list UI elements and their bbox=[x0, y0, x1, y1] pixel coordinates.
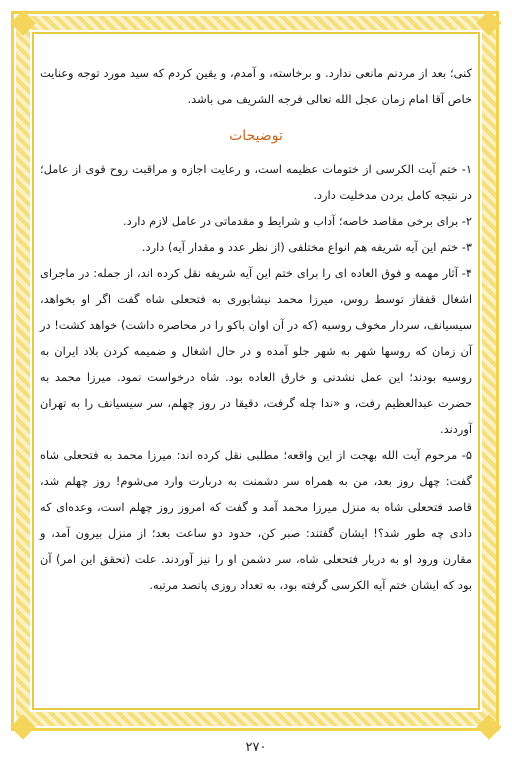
note-paragraph: ۱- ختم آیت الکرسی از ختومات عظیمه است، و رعایت اجازه و مراقبت روح قوی از عامل؛ در نتیجه کامل بردن مدخلیت دارد. bbox=[40, 162, 472, 202]
page-number: ۲۷۰ bbox=[245, 740, 267, 755]
note-paragraph: ۲- برای برخی مقاصد خاصه؛ آداب و شرایط و مقدماتی در عامل لازم دارد. bbox=[123, 214, 472, 228]
note-paragraph: ۳- ختم این آیه شریفه هم انواع مختلفی (از نظر عدد و مقدار آیه) دارد. bbox=[141, 240, 472, 254]
section-heading: توضیحات bbox=[229, 128, 283, 144]
page-content bbox=[40, 60, 472, 598]
note-paragraph: ۴- آثار مهمه و فوق العاده ای را برای ختم این آیه شریفه نقل کرده اند، از جمله: در ماجرای اشغال قفقاز توسط روس، میرزا محمد نیشابوری به فتحعلی شاه گفت اگر او بخواهد، سیسیانف، سردار مخوف روسیه (که در آن اوان باکو را در محاصره داشت) خواهد کشت! در آن زمان که روسها شهر به شهر جلو آمده و در حال اشغال و ضمیمه کردن بلاد ایران به روسیه بودند؛ این عمل نشدنی و خارق العاده بود. شاه درخواست نمود. میرزا محمد به حضرت عبدالعظیم رفت، و «ندا چله گرفت، دقیقا در روز چهلم، سر سیسیانف را به تهران آوردند. bbox=[40, 266, 472, 436]
intro-paragraph: کنی؛ بعد از مردنم مانعی ندارد. و برخاسته، و آمدم، و یقین کردم که سید مورد توجه وعنایت خاص آقا امام زمان عجل الله تعالی فرجه الشریف می باشد. bbox=[40, 66, 472, 106]
note-paragraph: ۵- مرحوم آیت الله بهجت از این واقعه؛ مطلبی نقل کرده اند: میرزا محمد به فتحعلی شاه گفت: چهل روز بعد، من به همراه سر دشمنت به دربارت وارد می‌شوم! روز چهلم شد، قاصد فتحعلی شاه به منزل میرزا محمد آمد و گفت که امروز روز چهلم است، وعده‌ای که دادی چه طور شد؟! ایشان گفتند: صبر کن، حدود دو ساعت بعد؛ از منزل بیرون آمد، و مقارن ورود او به دربار فتحعلی شاه، سر دشمن او را نیز آوردند. علت (تحقق این امر) آن بود که ایشان ختم آیه الکرسی گرفته بود، به تعداد روزی پانصد مرتبه. bbox=[40, 448, 472, 592]
